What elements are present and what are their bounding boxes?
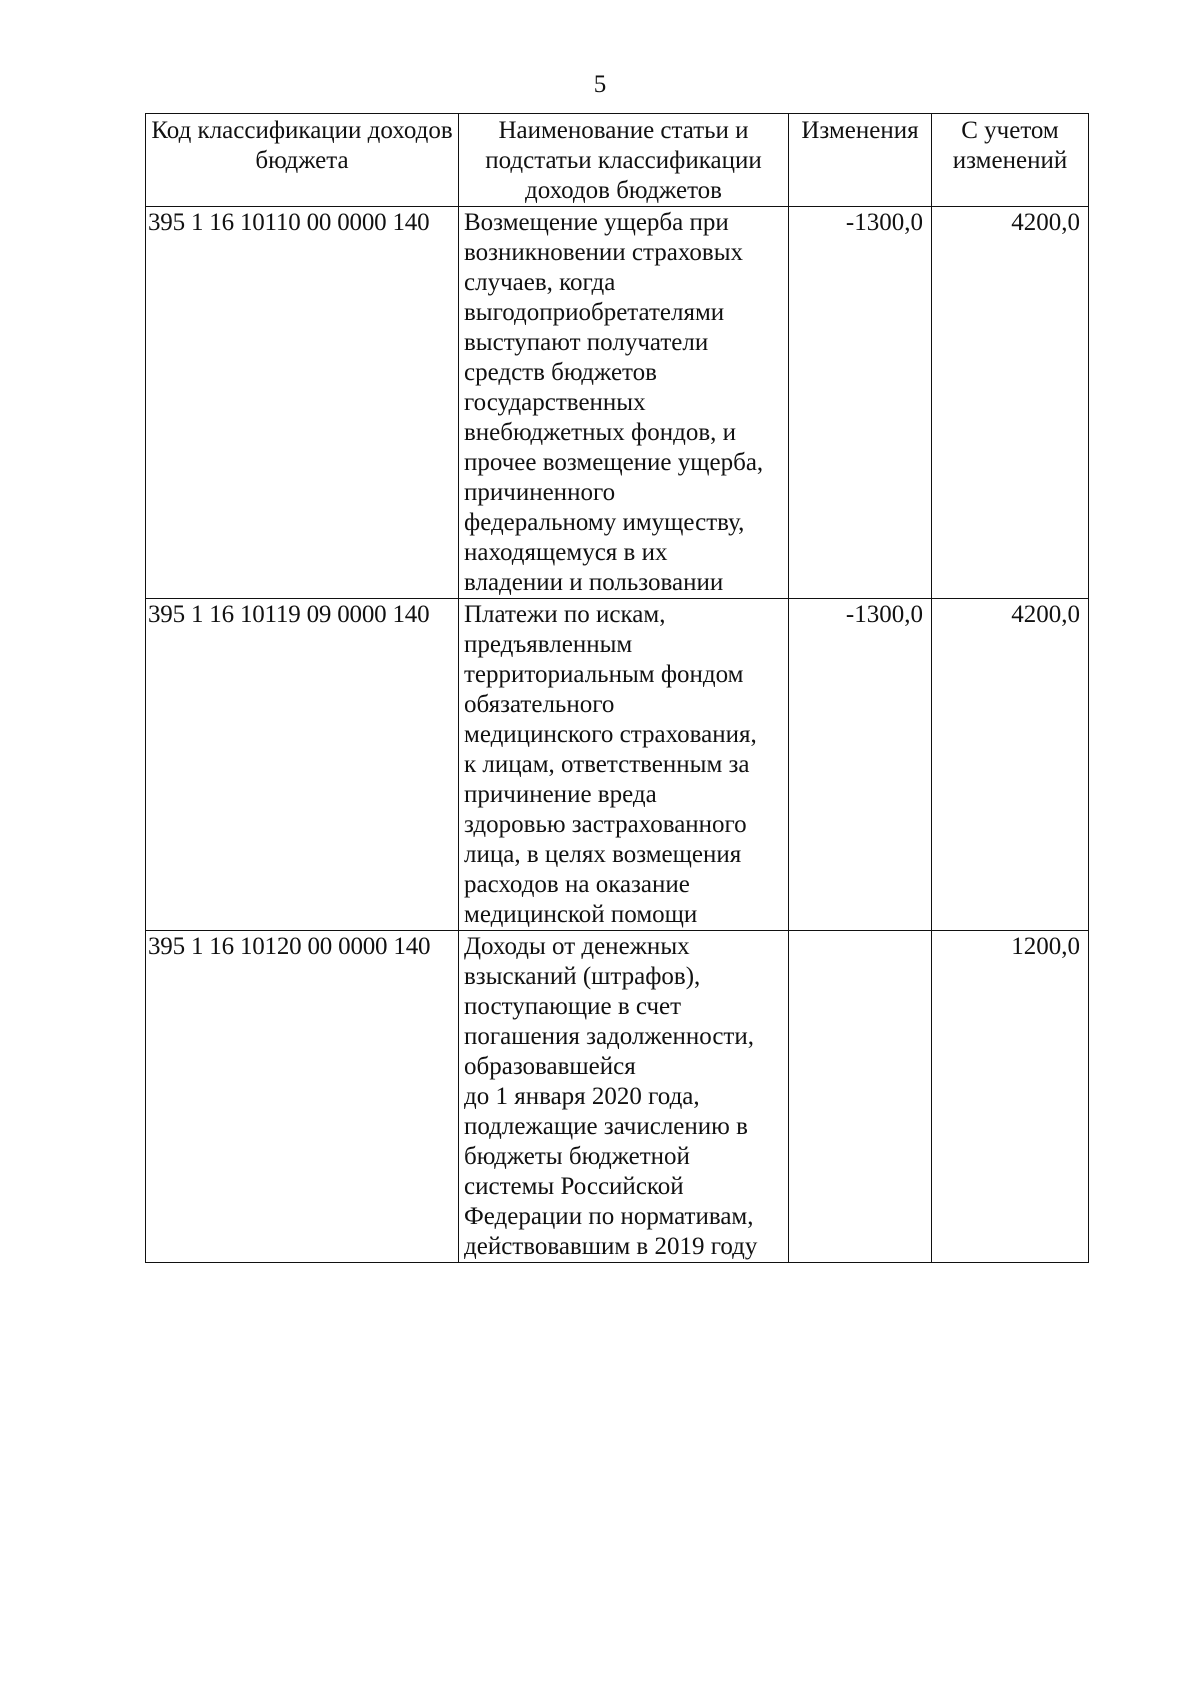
item-name-line: находящемуся в их bbox=[464, 539, 668, 566]
item-name-line: системы Российской bbox=[464, 1173, 684, 1200]
item-name-line: выгодоприобретателями bbox=[464, 299, 725, 326]
header-total: С учетом изменений bbox=[932, 114, 1089, 207]
change-amount-cell bbox=[789, 931, 932, 1263]
item-name-line: Доходы от денежных bbox=[464, 933, 690, 960]
item-name-line: образовавшейся bbox=[464, 1053, 636, 1080]
table-row bbox=[146, 599, 1089, 931]
item-name-line: Платежи по искам, bbox=[464, 601, 666, 628]
item-name-line: до 1 января 2020 года, bbox=[464, 1083, 700, 1110]
item-name-cell bbox=[459, 599, 789, 931]
item-name-line: медицинского страхования, bbox=[464, 721, 757, 748]
item-name-line: подлежащие зачислению в bbox=[464, 1113, 748, 1140]
item-name-line: внебюджетных фондов, и bbox=[464, 419, 736, 446]
item-name-line: территориальным фондом bbox=[464, 661, 744, 688]
item-name-line: Федерации по нормативам, bbox=[464, 1203, 754, 1230]
item-name-line: средств бюджетов bbox=[464, 359, 657, 386]
item-name-cell bbox=[459, 931, 789, 1263]
item-name-line: выступают получатели bbox=[464, 329, 709, 356]
header-change: Изменения bbox=[789, 114, 932, 207]
item-name-line: случаев, когда bbox=[464, 269, 616, 296]
item-name-line: поступающие в счет bbox=[464, 993, 682, 1020]
classification-code-cell: 395 1 16 10119 09 0000 140 bbox=[146, 599, 459, 931]
item-name-line: обязательного bbox=[464, 691, 615, 718]
item-name-cell bbox=[459, 207, 789, 599]
item-name-line: федеральному имуществу, bbox=[464, 509, 745, 536]
table-row bbox=[146, 931, 1089, 1263]
item-name-line: к лицам, ответственным за bbox=[464, 751, 750, 778]
classification-code-cell: 395 1 16 10110 00 0000 140 bbox=[146, 207, 459, 599]
item-name-line: взысканий (штрафов), bbox=[464, 963, 701, 990]
budget-table bbox=[145, 113, 1089, 1263]
total-amount-cell: 4200,0 bbox=[932, 207, 1089, 599]
table-row bbox=[146, 207, 1089, 599]
item-name-line: причинение вреда bbox=[464, 781, 657, 808]
page-number: 5 bbox=[593, 71, 607, 98]
change-amount-cell: -1300,0 bbox=[789, 207, 932, 599]
item-name-line: владении и пользовании bbox=[464, 569, 724, 596]
item-name-line: погашения задолженности, bbox=[464, 1023, 754, 1050]
header-code: Код классификации доходов бюджета bbox=[146, 114, 459, 207]
item-name-line: возникновении страховых bbox=[464, 239, 744, 266]
total-amount-cell: 4200,0 bbox=[932, 599, 1089, 931]
item-name-line: прочее возмещение ущерба, bbox=[464, 449, 764, 476]
total-amount-cell: 1200,0 bbox=[932, 931, 1089, 1263]
item-name-line: лица, в целях возмещения bbox=[464, 841, 742, 868]
item-name-line: причиненного bbox=[464, 479, 616, 506]
classification-code-cell: 395 1 16 10120 00 0000 140 bbox=[146, 931, 459, 1263]
header-name: Наименование статьи и подстатьи классификации доходов бюджетов bbox=[459, 114, 789, 207]
item-name-line: действовавшим в 2019 году bbox=[464, 1233, 758, 1260]
item-name-line: медицинской помощи bbox=[464, 901, 698, 928]
item-name-line: государственных bbox=[464, 389, 646, 416]
item-name-line: бюджеты бюджетной bbox=[464, 1143, 690, 1170]
table-header-row bbox=[146, 114, 1089, 207]
change-amount-cell: -1300,0 bbox=[789, 599, 932, 931]
item-name-line: Возмещение ущерба при bbox=[464, 209, 729, 236]
item-name-line: предъявленным bbox=[464, 631, 633, 658]
table-body bbox=[146, 207, 1089, 1263]
item-name-line: расходов на оказание bbox=[464, 871, 690, 898]
item-name-line: здоровью застрахованного bbox=[464, 811, 747, 838]
